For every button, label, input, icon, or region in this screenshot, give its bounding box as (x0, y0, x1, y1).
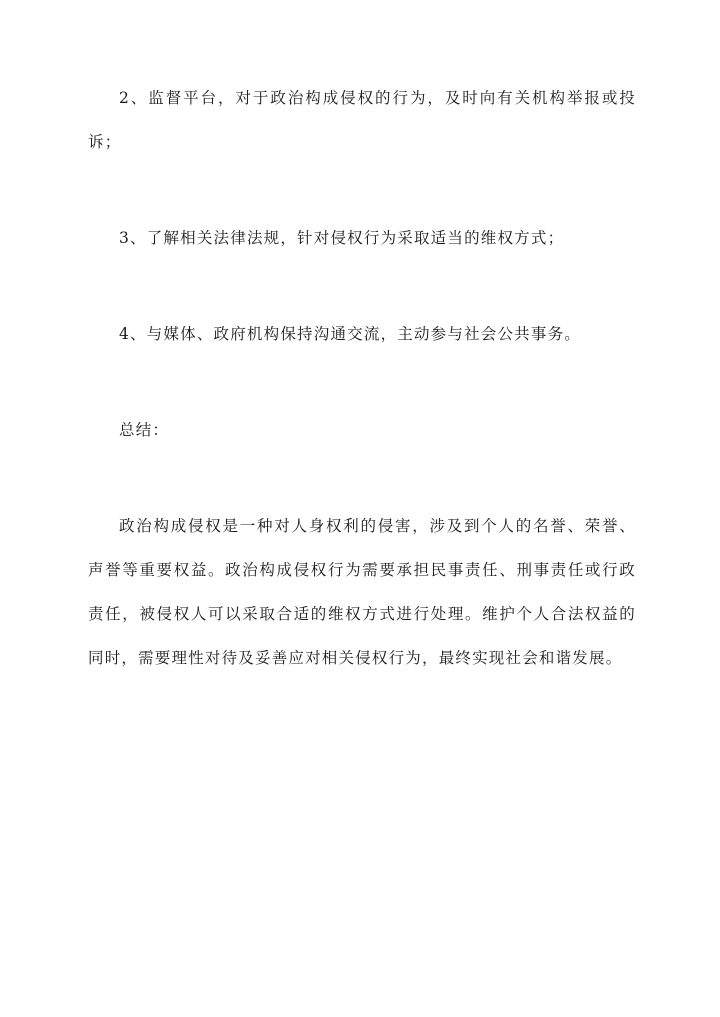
summary-heading: 总结： (119, 421, 170, 439)
list-item-communicate-media: 4、与媒体、政府机构保持沟通交流，主动参与社会公共事务。 (119, 325, 581, 343)
list-item-know-laws: 3、了解相关法律法规，针对侵权行为采取适当的维权方式； (119, 229, 565, 247)
list-item-report-complaint: 2、监督平台，对于政治构成侵权的行为，及时向有关机构举报或投诉； (88, 89, 636, 151)
summary-paragraph: 政治构成侵权是一种对人身权利的侵害，涉及到个人的名誉、荣誉、声誉等重要权益。政治构成侵权行为需要承担民事责任、刑事责任或行政责任，被侵权人可以采取合适的维权方式进行处理。维护个人合法权益的同时，需要理性对待及妥善应对相关侵权行为，最终实现社会和谐发展。 (88, 517, 636, 667)
